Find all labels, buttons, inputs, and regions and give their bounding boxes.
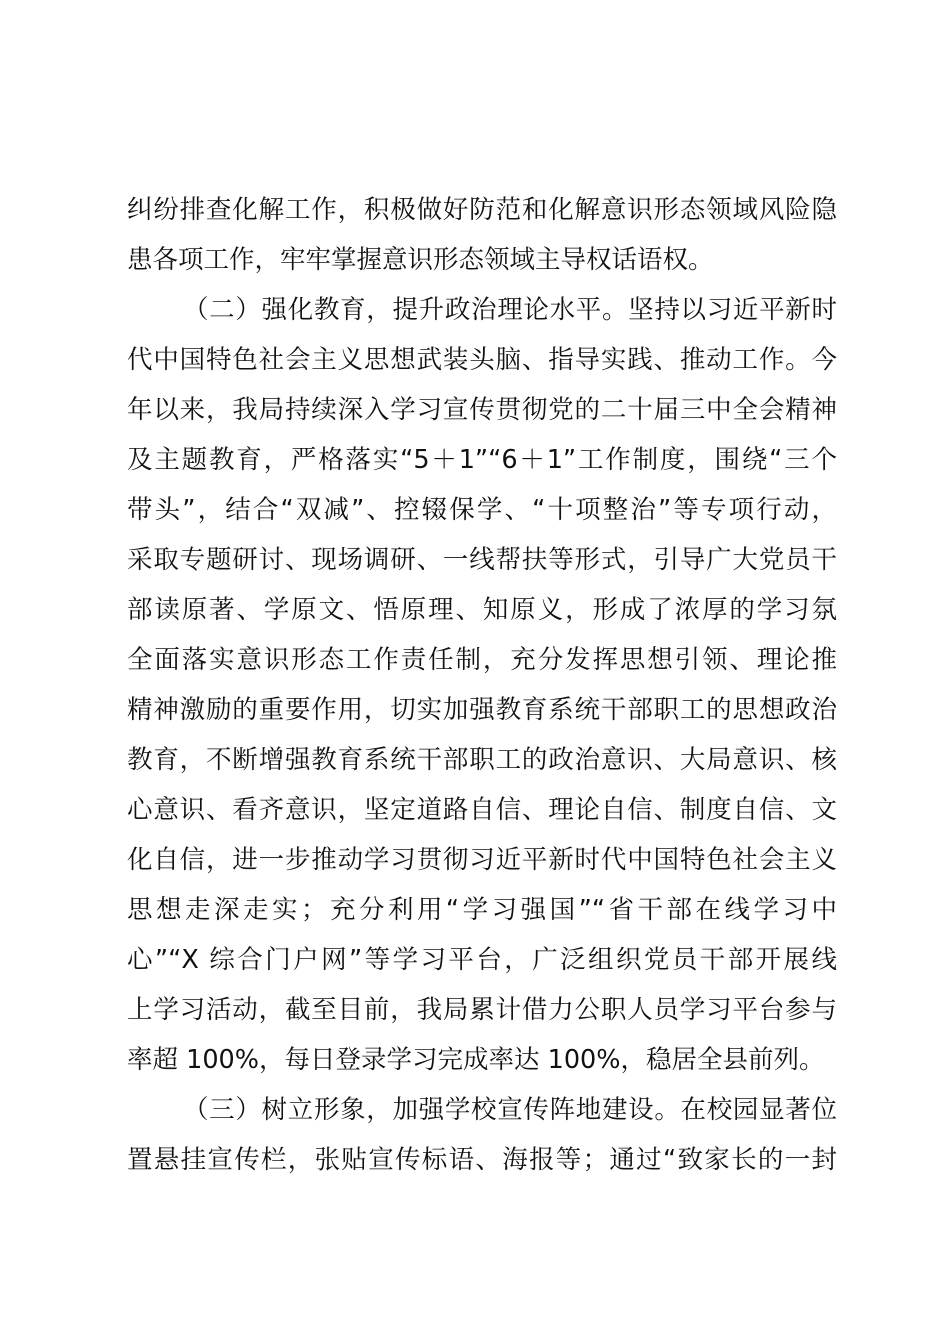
text-line: 精神激励的重要作用，切实加强教育系统干部职工的思想政治: [127, 695, 837, 725]
text-line: 部读原著、学原文、悟原理、知原义，形成了浓厚的学习氛: [127, 595, 837, 625]
text-line: 教育，不断增强教育系统干部职工的政治意识、大局意识、核: [127, 745, 837, 775]
body-text: [127, 185, 837, 1185]
text-line: 上学习活动，截至目前，我局累计借力公职人员学习平台参与: [127, 995, 837, 1025]
text-line: 年以来，我局持续深入学习宣传贯彻党的二十届三中全会精神: [127, 395, 837, 425]
text-line: 采取专题研讨、现场调研、一线帮扶等形式，引导广大党员干: [127, 545, 837, 575]
text-line: 心”“X 综合门户网”等学习平台，广泛组织党员干部开展线: [127, 945, 837, 975]
text-line: 心意识、看齐意识，坚定道路自信、理论自信、制度自信、文: [127, 795, 837, 825]
text-line: 思想走深走实；充分利用“学习强国”“省干部在线学习中: [127, 895, 837, 925]
text-line: 及主题教育，严格落实“5＋1”“6＋1”工作制度，围绕“三个: [127, 445, 837, 475]
text-line: 带头”，结合“双减”、控辍保学、“十项整治”等专项行动，: [127, 495, 837, 525]
text-line: 率超 100%，每日登录学习完成率达 100%，稳居全县前列。: [127, 1045, 825, 1075]
text-line: 全面落实意识形态工作责任制，充分发挥思想引领、理论推: [127, 645, 837, 675]
text-line: 纠纷排查化解工作，积极做好防范和化解意识形态领域风险隐: [127, 195, 837, 225]
text-line: 化自信，进一步推动学习贯彻习近平新时代中国特色社会主义: [127, 845, 837, 875]
text-line: 代中国特色社会主义思想武装头脑、指导实践、推动工作。今: [127, 345, 837, 375]
text-line: 患各项工作，牢牢掌握意识形态领域主导权话语权。: [127, 245, 714, 275]
text-line: （三）树立形象，加强学校宣传阵地建设。在校园显著位: [183, 1095, 837, 1125]
text-line: 置悬挂宣传栏，张贴宣传标语、海报等；通过“致家长的一封: [127, 1145, 837, 1175]
text-line: （二）强化教育，提升政治理论水平。坚持以习近平新时: [183, 295, 837, 325]
